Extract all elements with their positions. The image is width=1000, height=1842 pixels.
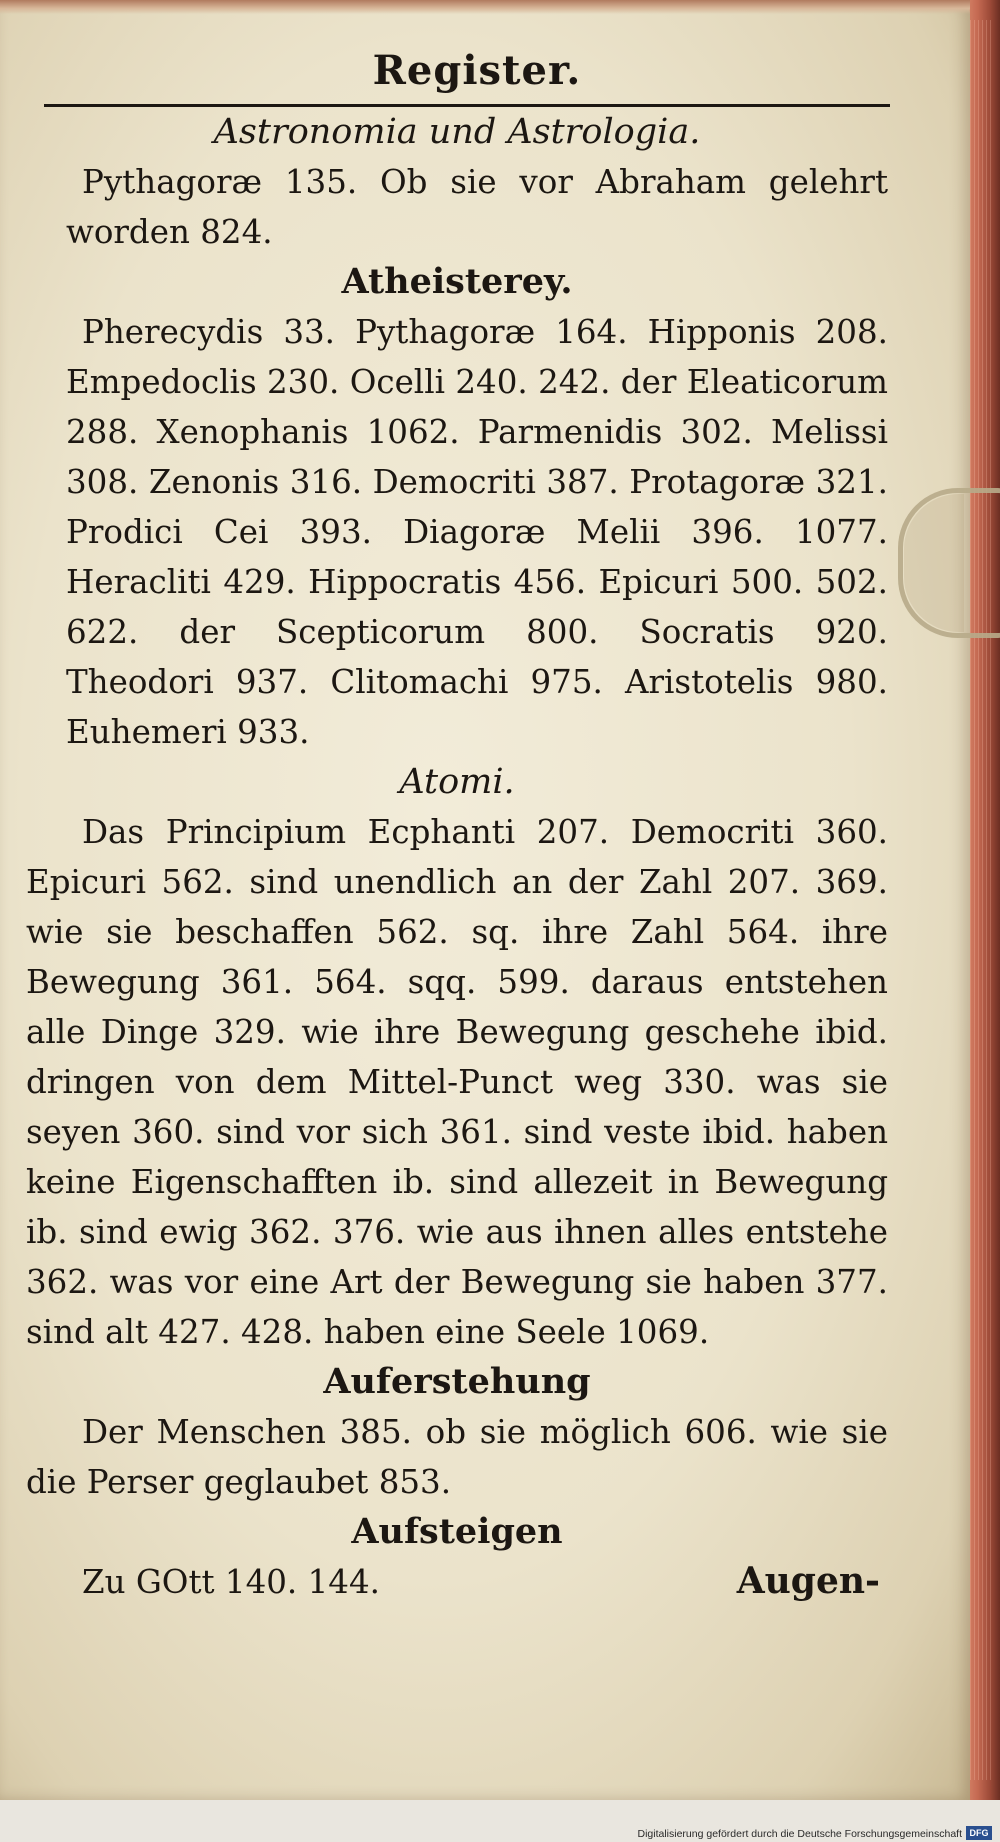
- section-heading-atheisterey: Atheisterey.: [341, 261, 573, 302]
- funding-credit: Digitalisierung gefördert durch die Deutsche Forschungsgemeinschaft: [637, 1828, 962, 1840]
- running-header: Register.: [372, 47, 582, 94]
- section-entry-astronomia: Pythagoræ 135. Ob sie vor Abraham gelehrt worden 824.: [66, 163, 888, 251]
- catchword: Augen-: [736, 1560, 880, 1602]
- section-entry-atheisterey: Pherecydis 33. Pythagoræ 164. Hipponis 208. Empedoclis 230. Ocelli 240. 242. der Eleaticorum 288. Xenophanis 1062. Parmenidis 302. Melissi 308. Zenonis 316. Democriti 387. Protagoræ 321. Prodici Cei 393. Diagoræ Melii 396. 1077. Heracliti 429. Hippocratis 456. Epicuri 500. 502. 622. der Scepticorum 800. Socratis 920. Theodori 937. Clitomachi 975. Aristotelis 980. Euhemeri 933.: [66, 313, 888, 751]
- page-top-edge: [0, 0, 970, 14]
- section-entry-auferstehung: Der Menschen 385. ob sie möglich 606. wie sie die Perser geglaubet 853.: [26, 1413, 888, 1501]
- dfg-logo-icon: DFG: [966, 1826, 992, 1840]
- page-text: [26, 40, 888, 1607]
- bookmark-ribbon-loop: [898, 488, 1000, 638]
- section-entry-atomi: Das Principium Ecphanti 207. Democriti 360. Epicuri 562. sind unendlich an der Zahl 207. 369. wie sie beschaffen 562. sq. ihre Zahl 564. ihre Bewegung 361. 564. sqq. 599. daraus entstehen alle Dinge 329. wie ihre Bewegung geschehe ibid. dringen von dem Mittel-Punct weg 330. was sie seyen 360. sind vor sich 361. sind veste ibid. haben keine Eigenschafften ib. sind allezeit in Bewegung ib. sind ewig 362. 376. wie aus ihnen alles entstehe 362. was vor eine Art der Bewegung sie haben 377. sind alt 427. 428. haben eine Seele 1069.: [26, 813, 888, 1351]
- section-heading-astronomia: Astronomia und Astrologia.: [213, 112, 701, 152]
- section-entry-aufsteigen: Zu GOtt 140. 144.: [82, 1563, 380, 1601]
- section-heading-aufsteigen: Aufsteigen: [351, 1511, 563, 1552]
- section-heading-atomi: Atomi.: [399, 762, 515, 802]
- section-heading-auferstehung: Auferstehung: [323, 1361, 591, 1402]
